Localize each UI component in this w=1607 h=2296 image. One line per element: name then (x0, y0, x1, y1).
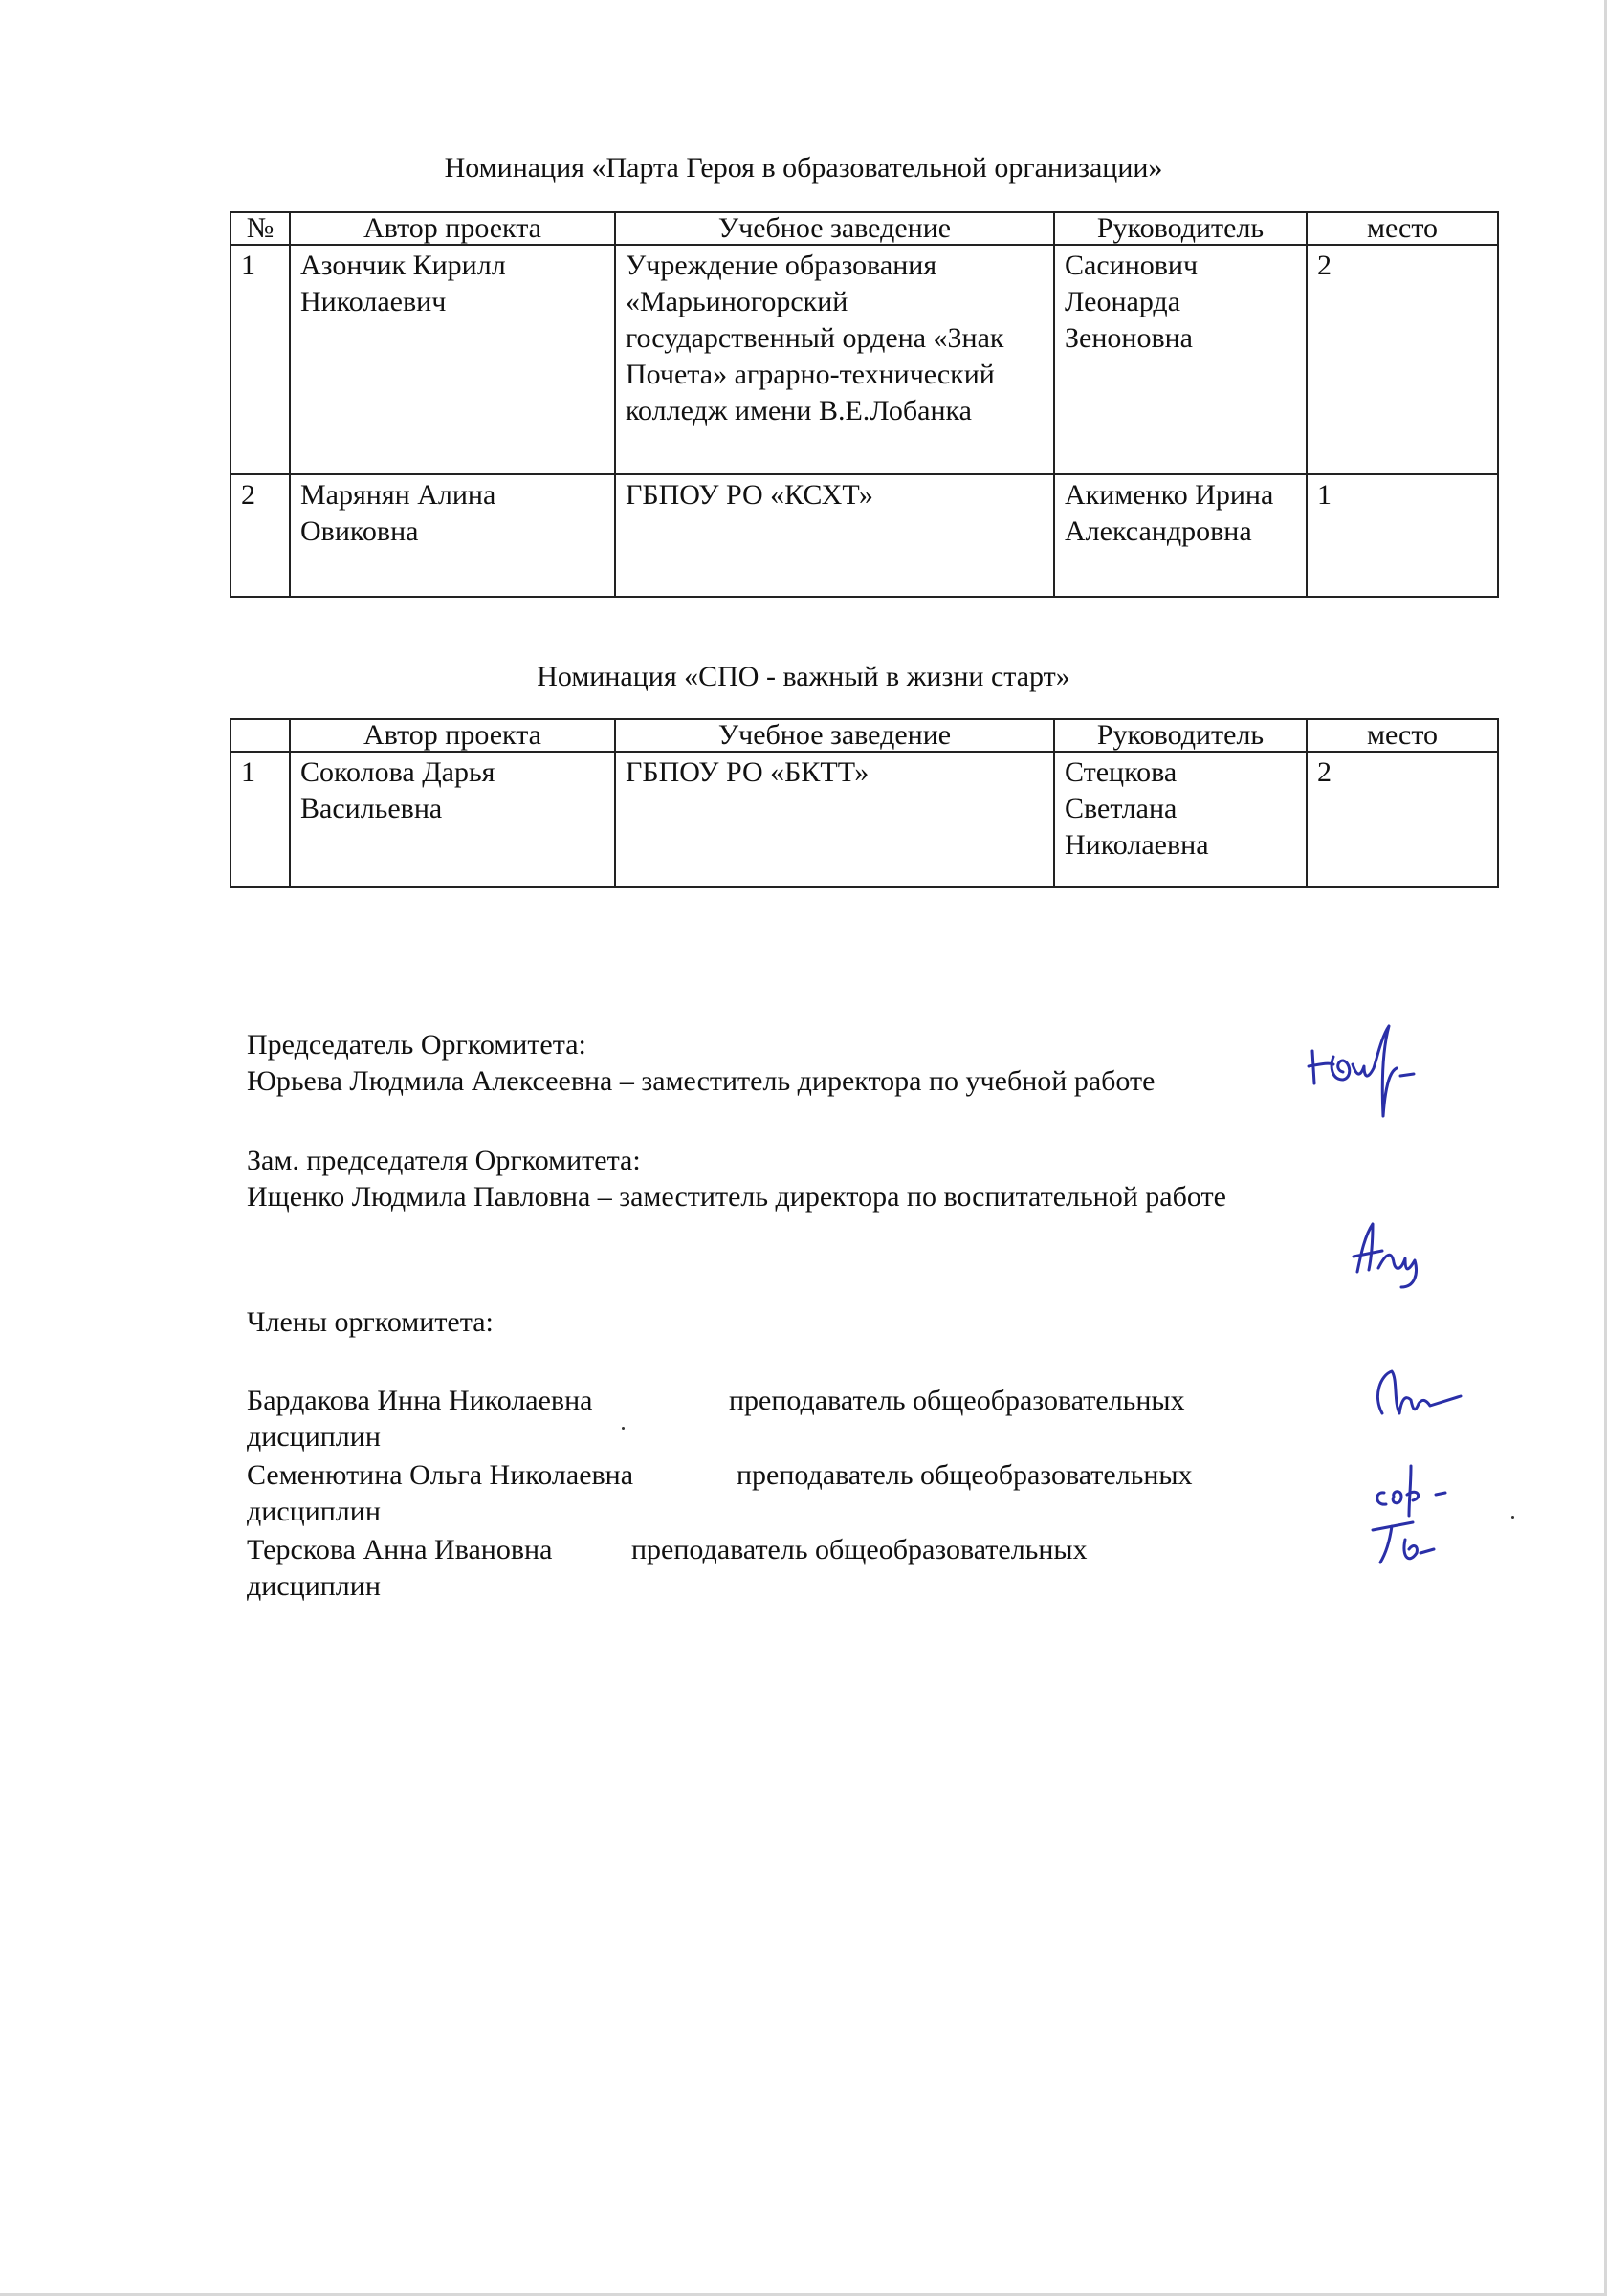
header-author: Автор проекта (290, 719, 615, 752)
header-supervisor: Руководитель (1054, 719, 1307, 752)
nomination-1-title: Номинация «Парта Героя в образовательной организации» (444, 152, 1163, 184)
chair-label: Председатель Оргкомитета: (247, 1029, 586, 1061)
member-name: Бардакова Инна Николаевна (247, 1385, 593, 1416)
scan-speck (1511, 1516, 1514, 1519)
vice-name: Ищенко Людмила Павловна – заместитель директора по воспитательной работе (247, 1181, 1226, 1213)
header-num (231, 719, 290, 752)
signature-member-3 (1363, 1511, 1468, 1568)
member-name: Терскова Анна Ивановна (247, 1534, 553, 1565)
row-author: Азончик Кирилл Николаевич (290, 245, 615, 474)
nomination-2-title: Номинация «СПО - важный в жизни старт» (537, 661, 1070, 692)
row-supervisor: Акименко Ирина Александровна (1054, 474, 1307, 597)
row-supervisor: Сасинович Леонарда Зеноновна (1054, 245, 1307, 474)
scan-speck (622, 1427, 625, 1430)
table-row (231, 752, 1498, 887)
header-author: Автор проекта (290, 212, 615, 245)
table-header-row (231, 719, 1498, 752)
row-place: 2 (1307, 245, 1498, 474)
header-supervisor: Руководитель (1054, 212, 1307, 245)
member-role-cont: дисциплин (247, 1496, 381, 1527)
row-institution: Учреждение образования «Марьиногорский государственный ордена «Знак Почета» аграрно-технический колледж имени В.Е.Лобанка (615, 245, 1054, 474)
row-place: 2 (1307, 752, 1498, 887)
header-institution: Учебное заведение (615, 719, 1054, 752)
nomination-1-table (230, 211, 1499, 598)
row-num: 1 (231, 752, 290, 887)
signature-member-2 (1363, 1458, 1468, 1516)
header-institution: Учебное заведение (615, 212, 1054, 245)
member-role: преподаватель общеобразовательных (729, 1385, 1185, 1416)
signature-vice (1344, 1214, 1449, 1291)
header-place: место (1307, 212, 1498, 245)
table-row (231, 245, 1498, 474)
row-institution: ГБПОУ РО «БКТТ» (615, 752, 1054, 887)
table-header-row (231, 212, 1498, 245)
members-label: Члены оргкомитета: (247, 1306, 494, 1338)
member-role: преподаватель общеобразовательных (631, 1534, 1088, 1565)
member-name: Семенютина Ольга Николаевна (247, 1459, 634, 1491)
vice-label: Зам. председателя Оргкомитета: (247, 1145, 641, 1176)
header-num: № (231, 212, 290, 245)
nomination-2-table (230, 718, 1499, 888)
row-author: Соколова Дарья Васильевна (290, 752, 615, 887)
member-role-cont: дисциплин (247, 1570, 381, 1602)
row-num: 2 (231, 474, 290, 597)
member-role-cont: дисциплин (247, 1421, 381, 1453)
row-place: 1 (1307, 474, 1498, 597)
signature-member-1 (1363, 1358, 1468, 1425)
row-author: Марянян Алина Овиковна (290, 474, 615, 597)
member-role: преподаватель общеобразовательных (737, 1459, 1193, 1491)
row-num: 1 (231, 245, 290, 474)
table-row (231, 474, 1498, 597)
row-supervisor: Стецкова Светлана Николаевна (1054, 752, 1307, 887)
row-institution: ГБПОУ РО «КСХТ» (615, 474, 1054, 597)
signature-chair (1301, 1009, 1435, 1124)
chair-name: Юрьева Людмила Алексеевна – заместитель директора по учебной работе (247, 1065, 1156, 1097)
header-place: место (1307, 719, 1498, 752)
